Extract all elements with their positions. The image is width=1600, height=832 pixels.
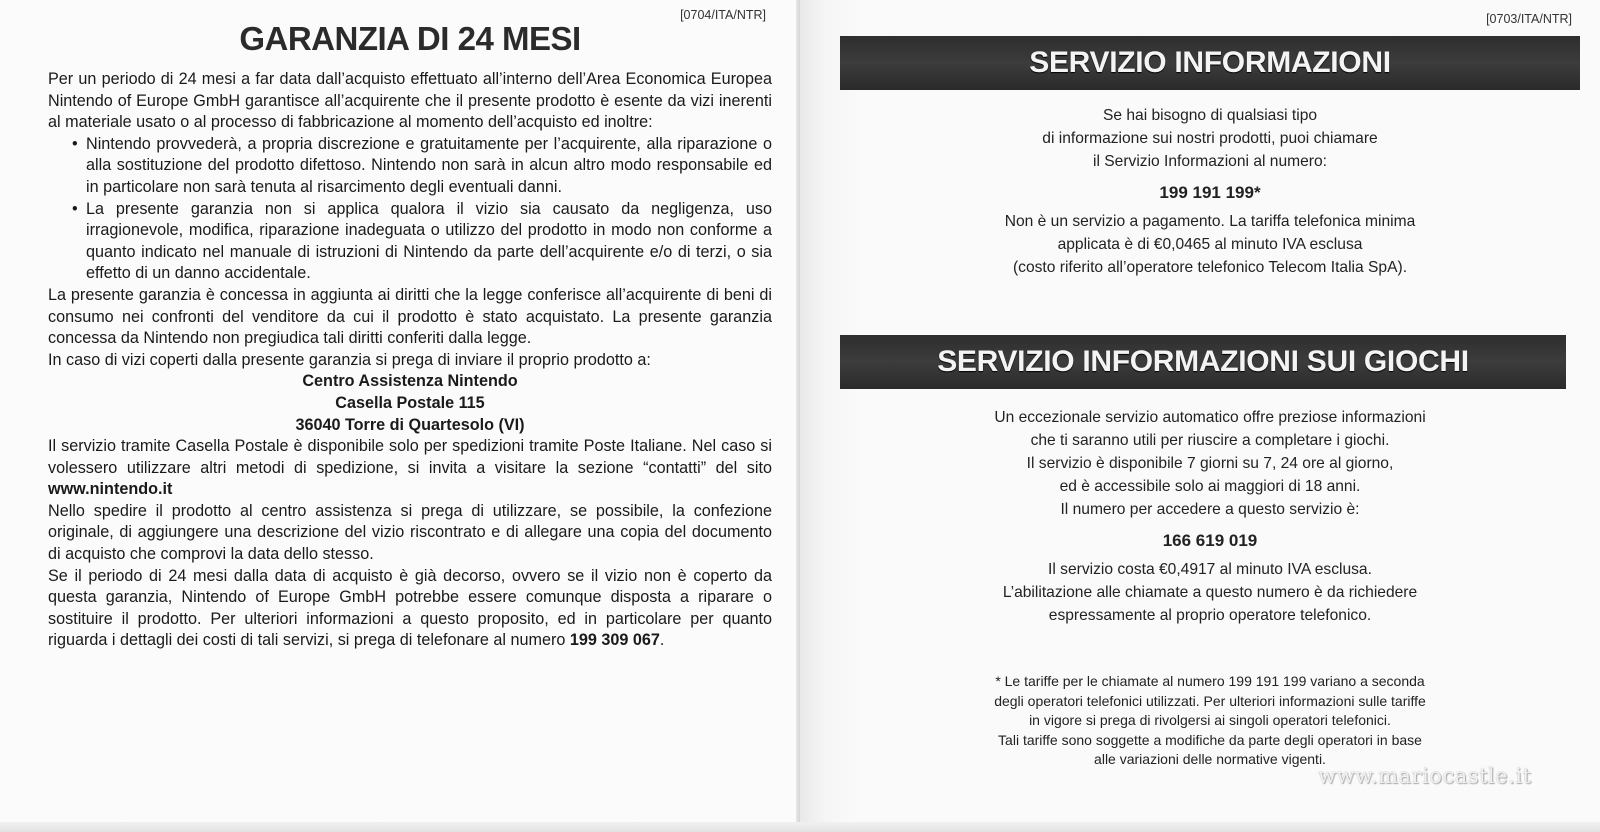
- warranty-bullets: [48, 134, 772, 285]
- info-line: di informazione sui nostri prodotti, puoi chiamare: [1042, 130, 1378, 147]
- info-service-title: SERVIZIO INFORMAZIONI: [1029, 46, 1391, 79]
- footnote-line: in vigore si prega di rivolgersi ai singoli operatori telefonici.: [1029, 712, 1391, 729]
- expired-text: Se il periodo di 24 mesi dalla data di acquisto è già decorso, ovvero se il vizio non è coperto da questa garanzia, Nintendo of Europe GmbH potrebbe essere comunque disposta a riparare o sostituire il prodotto. Per ulteriori informazioni a questo proposito, ed in particolare per quanto riguarda i dettagli dei costi di tali servizi, si prega di telefonare al numero: [48, 566, 772, 650]
- nintendo-site-link: www.nintendo.it: [48, 480, 173, 499]
- info-service-banner: [840, 36, 1580, 90]
- site-watermark: www.mariocastle.it: [1318, 764, 1532, 788]
- right-page: [800, 0, 1600, 832]
- info-cost-line: applicata è di €0,0465 al minuto IVA esclusa: [1057, 236, 1363, 253]
- warranty-title: GARANZIA DI 24 MESI: [239, 20, 581, 57]
- games-service-title: SERVIZIO INFORMAZIONI SUI GIOCHI: [937, 345, 1469, 378]
- warranty-expired: [48, 566, 772, 652]
- address-line: 36040 Torre di Quartesolo (VI): [295, 415, 525, 434]
- footnote-line: alle variazioni delle normative vigenti.: [1094, 751, 1326, 768]
- footnote-line: * Le tariffe per le chiamate al numero 199 191 199 variano a seconda: [995, 673, 1425, 689]
- info-line: il Servizio Informazioni al numero:: [1093, 153, 1327, 170]
- games-cost-line: espressamente al proprio operatore telefonico.: [1048, 607, 1372, 624]
- service-address: [48, 371, 772, 436]
- warranty-postal: [48, 436, 772, 501]
- footnote-line: Tali tariffe sono soggette a modifiche da parte degli operatori in base: [998, 731, 1422, 748]
- info-cost-line: (costo riferito all’operatore telefonico Telecom Italia SpA).: [1012, 259, 1408, 276]
- games-cost-line: L’abilitazione alle chiamate a questo numero è da richiedere: [1002, 584, 1418, 601]
- games-line: ed è accessibile solo ai maggiori di 18 anni.: [1059, 478, 1361, 495]
- warranty-bullet: • La presente garanzia non si applica qualora il vizio sia causato da negligenza, uso irragionevole, modifica, riparazione inadeguata o utilizzo del prodotto in modo non conforme a quanto indicato nel manuale di istruzioni di Nintendo da parte dell’acquirente e/o di terzi, o sia effetto di un danno accidentale.: [86, 199, 772, 285]
- games-cost-line: Il servizio costa €0,4917 al minuto IVA esclusa.: [1048, 561, 1372, 578]
- left-page-code: [0704/ITA/NTR]: [680, 8, 766, 22]
- right-page-code: [0703/ITA/NTR]: [1486, 12, 1572, 26]
- warranty-phone: 199 309 067: [569, 631, 660, 650]
- warranty-rights: La presente garanzia è concessa in aggiunta ai diritti che la legge conferisce all’acquirente di beni di consumo nei confronti del venditore da cui il prodotto è stato acquistato. La presente garanzia concessa da Nintendo non pregiudica tali diritti conferiti dalla legge.: [48, 285, 772, 348]
- games-service-block: [840, 406, 1580, 627]
- games-service-banner: [840, 335, 1566, 389]
- games-line: Un eccezionale servizio automatico offre preziose informazioni: [994, 409, 1426, 426]
- games-line: che ti saranno utili per riuscire a completare i giochi.: [1030, 432, 1390, 449]
- games-phone: 166 619 019: [1162, 531, 1258, 550]
- games-line: Il numero per accedere a questo servizio è:: [1060, 501, 1360, 518]
- address-line: Casella Postale 115: [335, 393, 485, 412]
- games-line: Il servizio è disponibile 7 giorni su 7, 24 ore al giorno,: [1026, 455, 1394, 472]
- postal-text: Il servizio tramite Casella Postale è disponibile solo per spedizioni tramite Poste Italiane. Nel caso si volessero utilizzare altri metodi di spedizione, si invita a visitare la sezione “contatti” del sito: [48, 437, 772, 477]
- info-service-block: [840, 104, 1580, 279]
- info-line: Se hai bisogno di qualsiasi tipo: [1102, 107, 1318, 124]
- warranty-bullet: • Nintendo provvederà, a propria discrezione e gratuitamente per l’acquirente, alla riparazione o alla sostituzione del prodotto difettoso. Nintendo non sarà in alcun altro modo responsabile ed in particolare non sarà tenuta al risarcimento degli eventuali danni.: [86, 134, 772, 199]
- info-phone: 199 191 199*: [1159, 183, 1261, 202]
- expired-text-end: .: [659, 631, 665, 650]
- warranty-packaging: Nello spedire il prodotto al centro assistenza si prega di utilizzare, se possibile, la confezione originale, di aggiungere una descrizione del vizio riscontrato e di allegare una copia del documento di acquisto che comprovi la data dello stesso.: [48, 501, 772, 564]
- page-bottom-edge: [0, 822, 1600, 832]
- footnote-line: degli operatori telefonici utilizzati. Per ulteriori informazioni sulle tariffe: [994, 692, 1426, 709]
- warranty-send: In caso di vizi coperti dalla presente garanzia si prega di inviare il proprio prodotto a:: [48, 350, 651, 369]
- warranty-intro: Per un periodo di 24 mesi a far data dall’acquisto effettuato all’interno dell’Area Economica Europea Nintendo of Europe GmbH garantisce all’acquirente che il presente prodotto è esente da vizi inerenti al materiale usato o al processo di fabbricazione al momento dell’acquisto ed inoltre:: [48, 70, 772, 132]
- info-cost-line: Non è un servizio a pagamento. La tariffa telefonica minima: [1004, 213, 1416, 230]
- tariff-footnote: [840, 672, 1580, 770]
- address-line: Centro Assistenza Nintendo: [302, 372, 518, 391]
- warranty-body: [48, 69, 772, 652]
